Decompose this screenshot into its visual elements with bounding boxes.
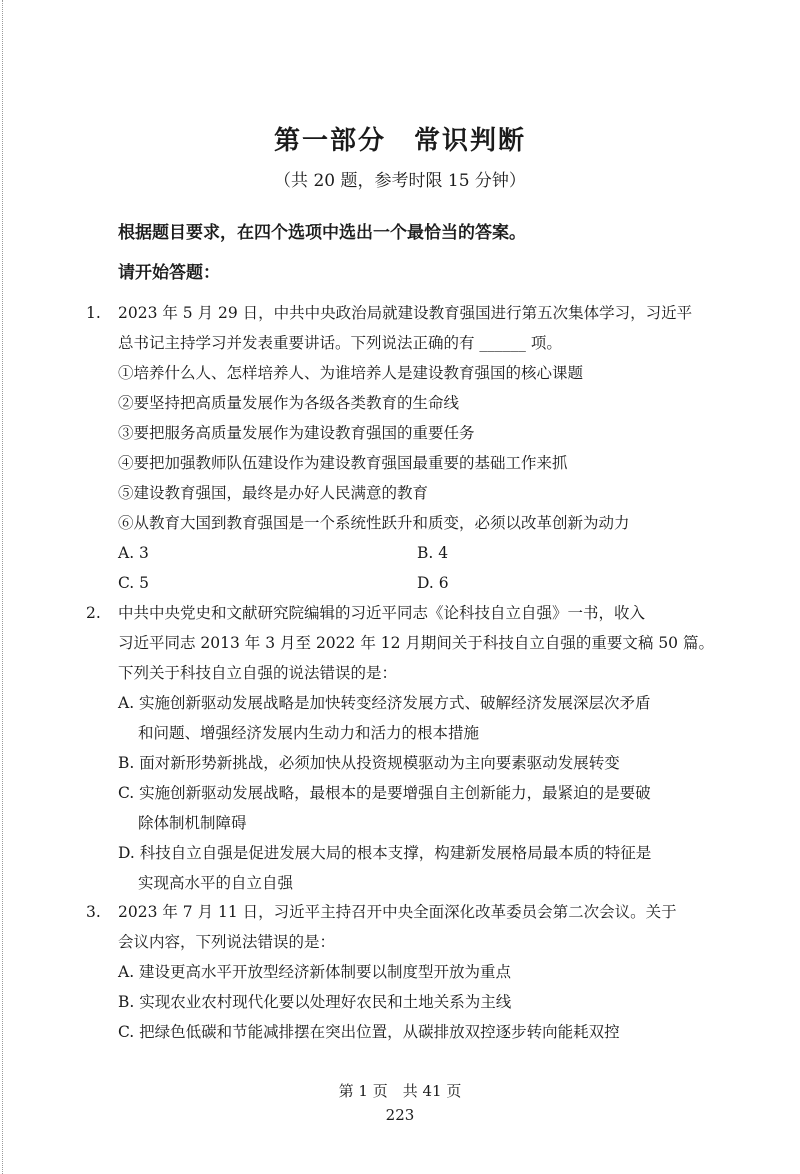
section-title: 第一部分 常识判断	[273, 126, 526, 156]
page-footer-label: 第 1 页 共 41 页	[338, 1082, 462, 1100]
statement-item: ④要把加强教师队伍建设作为建设教育强国最重要的基础工作来抓	[118, 454, 568, 472]
question-stem: 中共中央党史和文献研究院编辑的习近平同志《论科技自立自强》一书，收入	[118, 604, 646, 622]
question-stem: 习近平同志 2013 年 3 月至 2022 年 12 月期间关于科技自立自强的重要文稿 50 篇。	[118, 634, 714, 652]
statement-item: ⑤建设教育强国，最终是办好人民满意的教育	[118, 484, 429, 502]
option-c[interactable]: C. 实施创新驱动发展战略，最根本的是要增强自主创新能力，最紧迫的是要破 除体制机制障碍	[118, 784, 651, 832]
question-stem: 下列关于科技自立自强的说法错误的是：	[118, 664, 398, 682]
start-prompt: 请开始答题：	[118, 263, 220, 283]
statement-item: ⑥从教育大国到教育强国是一个系统性跃升和质变，必须以改革创新为动力	[118, 514, 630, 532]
option-d[interactable]: D. 6	[417, 574, 449, 592]
question-3	[86, 897, 716, 1047]
question-number: 2.	[86, 604, 101, 622]
option-c[interactable]: C. 5	[118, 574, 150, 592]
option-row	[86, 568, 716, 598]
section-subtitle: （共 20 题，参考时限 15 分钟）	[274, 171, 526, 191]
option-a[interactable]: A. 3	[118, 544, 149, 562]
option-c[interactable]: C. 把绿色低碳和节能减排摆在突出位置，从碳排放双控逐步转向能耗双控	[118, 1023, 620, 1041]
question-stem: 会议内容，下列说法错误的是：	[118, 933, 336, 951]
question-2	[86, 598, 716, 898]
question-1	[86, 298, 716, 598]
option-d[interactable]: D. 科技自立自强是促进发展大局的根本支撑，构建新发展格局最本质的特征是 实现高水平的自立自强	[118, 844, 652, 892]
question-number: 3.	[86, 903, 101, 921]
question-stem: 2023 年 5 月 29 日，中共中央政治局就建设教育强国进行第五次集体学习，习近平	[118, 304, 693, 322]
option-a[interactable]: A. 建设更高水平开放型经济新体制要以制度型开放为重点	[118, 963, 512, 981]
statement-item: ②要坚持把高质量发展作为各级各类教育的生命线	[118, 394, 460, 412]
option-b[interactable]: B. 4	[417, 544, 449, 562]
statement-item: ①培养什么人、怎样培养人、为谁培养人是建设教育强国的核心课题	[118, 364, 584, 382]
option-row	[86, 538, 716, 568]
statement-item: ③要把服务高质量发展作为建设教育强国的重要任务	[118, 424, 475, 442]
option-a[interactable]: A. 实施创新驱动发展战略是加快转变经济发展方式、破解经济发展深层次矛盾 和问题、增强经济发展内生动力和活力的根本措施	[118, 694, 651, 742]
option-b[interactable]: B. 实现农业农村现代化要以处理好农民和土地关系为主线	[118, 993, 512, 1011]
instruction-text: 根据题目要求，在四个选项中选出一个最恰当的答案。	[118, 223, 526, 243]
question-stem: 2023 年 7 月 11 日，习近平主持召开中央全面深化改革委员会第二次会议。关于	[118, 903, 677, 921]
question-number: 1.	[86, 304, 101, 322]
page-number: 223	[385, 1106, 415, 1124]
option-b[interactable]: B. 面对新形势新挑战，必须加快从投资规模驱动为主向要素驱动发展转变	[118, 754, 620, 772]
question-stem: 总书记主持学习并发表重要讲话。下列说法正确的有 ______ 项。	[118, 334, 562, 352]
